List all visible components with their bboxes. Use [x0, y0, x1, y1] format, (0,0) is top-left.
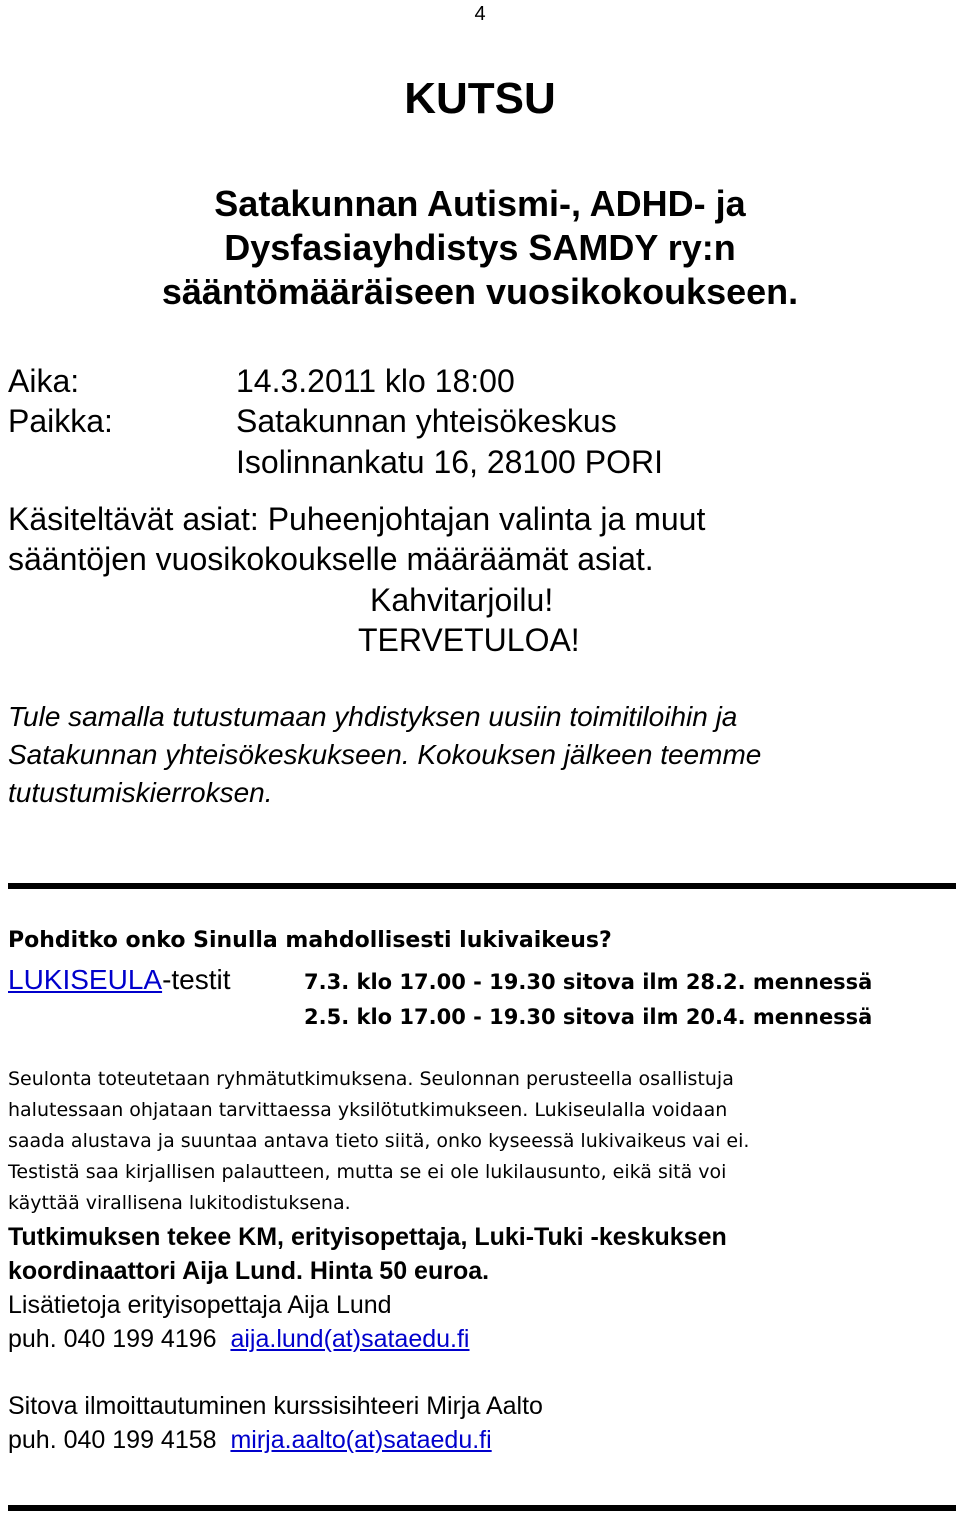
desc-line-4: Testistä saa kirjallisen palautteen, mutta se ei ole lukilausunto, eikä sitä voi: [8, 1161, 727, 1183]
time-value: 14.3.2011 klo 18:00: [236, 363, 515, 399]
registration-phone: puh. 040 199 4158: [8, 1426, 217, 1454]
page-number: 4: [474, 3, 486, 25]
desc-line-1: Seulonta toteutetaan ryhmätutkimuksena. Seulonnan perusteella osallistuja: [8, 1068, 734, 1090]
examiner-line-1: Tutkimuksen tekee KM, erityisopettaja, Luki-Tuki -keskuksen: [8, 1223, 727, 1251]
session-2: 2.5. klo 17.00 - 19.30 sitova ilm 20.4. mennessä: [304, 1005, 873, 1029]
invite-line-3: tutustumiskierroksen.: [8, 777, 273, 808]
invite-line-1: Tule samalla tutustumaan yhdistyksen uusiin toimitiloihin ja: [8, 701, 738, 732]
page-title: KUTSU: [404, 74, 556, 123]
lukiseula-link[interactable]: LUKISEULA: [8, 964, 163, 995]
invite-line-2: Satakunnan yhteisökeskukseen. Kokouksen jälkeen teemme: [8, 739, 762, 770]
session-1: 7.3. klo 17.00 - 19.30 sitova ilm 28.2. mennessä: [304, 970, 873, 994]
divider-top: [8, 883, 956, 889]
reading-question: Pohditko onko Sinulla mahdollisesti lukivaikeus?: [8, 928, 612, 953]
registration-email-link[interactable]: mirja.aalto(at)sataedu.fi: [230, 1426, 492, 1454]
info-phone: puh. 040 199 4196: [8, 1325, 217, 1353]
info-contact: [8, 1322, 470, 1356]
agenda-line-1: Käsiteltävät asiat: Puheenjohtajan valinta ja muut: [8, 501, 706, 537]
registration-contact: [8, 1423, 492, 1457]
examiner-line-2: koordinaattori Aija Lund. Hinta 50 euroa.: [8, 1257, 490, 1285]
info-line: Lisätietoja erityisopettaja Aija Lund: [8, 1291, 392, 1319]
agenda-line-2: sääntöjen vuosikokoukselle määräämät asiat.: [8, 541, 654, 577]
subtitle-line-2: Dysfasiayhdistys SAMDY ry:n: [224, 227, 736, 268]
place-name: Satakunnan yhteisökeskus: [236, 403, 617, 439]
info-email-link[interactable]: aija.lund(at)sataedu.fi: [230, 1325, 470, 1353]
place-label: Paikka:: [8, 403, 113, 439]
subtitle-line-1: Satakunnan Autismi-, ADHD- ja: [214, 183, 746, 224]
place-address: Isolinnankatu 16, 28100 PORI: [236, 444, 663, 480]
desc-line-3: saada alustava ja suuntaa antava tieto siitä, onko kyseessä lukivaikeus vai ei.: [8, 1130, 750, 1152]
test-suffix: -testit: [162, 964, 231, 995]
subtitle-line-3: sääntömääräiseen vuosikokoukseen.: [161, 271, 799, 312]
welcome-note: TERVETULOA!: [358, 622, 580, 658]
divider-bottom: [8, 1505, 956, 1511]
test-heading: [8, 962, 231, 998]
time-label: Aika:: [8, 363, 80, 399]
coffee-note: Kahvitarjoilu!: [370, 582, 554, 618]
desc-line-5: käyttää virallisena lukitodistuksena.: [8, 1192, 351, 1214]
registration-line: Sitova ilmoittautuminen kurssisihteeri Mirja Aalto: [8, 1392, 543, 1420]
desc-line-2: halutessaan ohjataan tarvittaessa yksilötutkimukseen. Lukiseulalla voidaan: [8, 1099, 728, 1121]
